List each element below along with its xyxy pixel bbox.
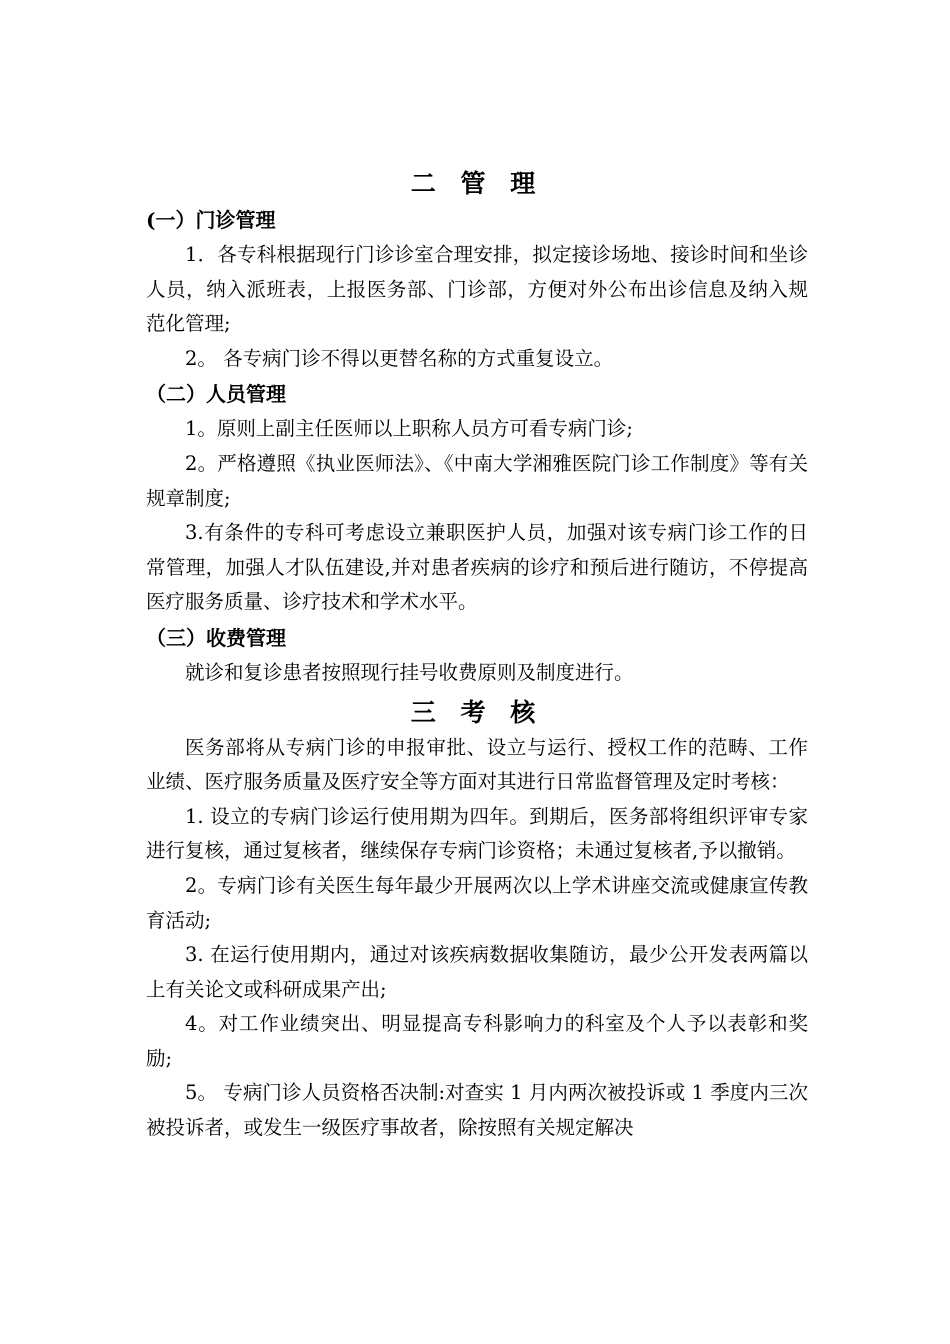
subsection-heading: （二）人员管理 xyxy=(146,382,286,407)
paragraph: 3. 在运行使用期内，通过对该疾病数据收集随访，最少公开发表两篇以上有关论文或科研成果产出; xyxy=(146,943,808,1001)
paragraph: 2。 各专病门诊不得以更替名称的方式重复设立。 xyxy=(185,346,614,370)
subsection-personnel xyxy=(146,376,808,620)
subsection-outpatient xyxy=(146,202,808,376)
subsection-heading: (一）门诊管理 xyxy=(146,208,276,232)
paragraph: 2。专病门诊有关医生每年最少开展两次以上学术讲座交流或健康宣传教育活动; xyxy=(146,873,808,932)
section-title: 二 管 理 xyxy=(410,169,544,198)
paragraph: 1。原则上副主任医师以上职称人员方可看专病门诊; xyxy=(185,417,633,441)
subsection-heading: （三）收费管理 xyxy=(146,625,286,650)
section-title: 三 考 核 xyxy=(410,697,544,727)
paragraph: 2。严格遵照《执业医师法》、《中南大学湘雅医院门诊工作制度》等有关规章制度; xyxy=(146,451,808,510)
paragraph: 5。 专病门诊人员资格否决制:对查实 1 月内两次被投诉或 1 季度内三次被投诉者，或发生一级医疗事故者，除按照有关规定解决 xyxy=(146,1081,808,1140)
section-assessment xyxy=(146,695,808,1146)
paragraph: 3.有条件的专科可考虑设立兼职医护人员，加强对该专病门诊工作的日常管理，加强人才队伍建设,并对患者疾病的诊疗和预后进行随访，不停提高医疗服务质量、诊疗技术和学术水平。 xyxy=(146,521,808,614)
document-body xyxy=(146,166,808,1146)
paragraph: 就诊和复诊患者按照现行挂号收费原则及制度进行。 xyxy=(185,660,634,684)
section-management xyxy=(146,166,808,691)
paragraph: 医务部将从专病门诊的申报审批、设立与运行、授权工作的范畴、工作业绩、医疗服务质量及医疗安全等方面对其进行日常监督管理及定时考核： xyxy=(146,735,808,794)
paragraph: 1. 设立的专病门诊运行使用期为四年。到期后，医务部将组织评审专家进行复核，通过复核者，继续保存专病门诊资格；未通过复核者,予以撤销。 xyxy=(146,804,808,863)
paragraph: 4。对工作业绩突出、明显提高专科影响力的科室及个人予以表彰和奖励; xyxy=(146,1012,808,1070)
paragraph: 1．各专科根据现行门诊诊室合理安排，拟定接诊场地、接诊时间和坐诊人员，纳入派班表，上报医务部、门诊部，方便对外公布出诊信息及纳入规范化管理; xyxy=(146,243,808,336)
subsection-fees xyxy=(146,620,808,691)
